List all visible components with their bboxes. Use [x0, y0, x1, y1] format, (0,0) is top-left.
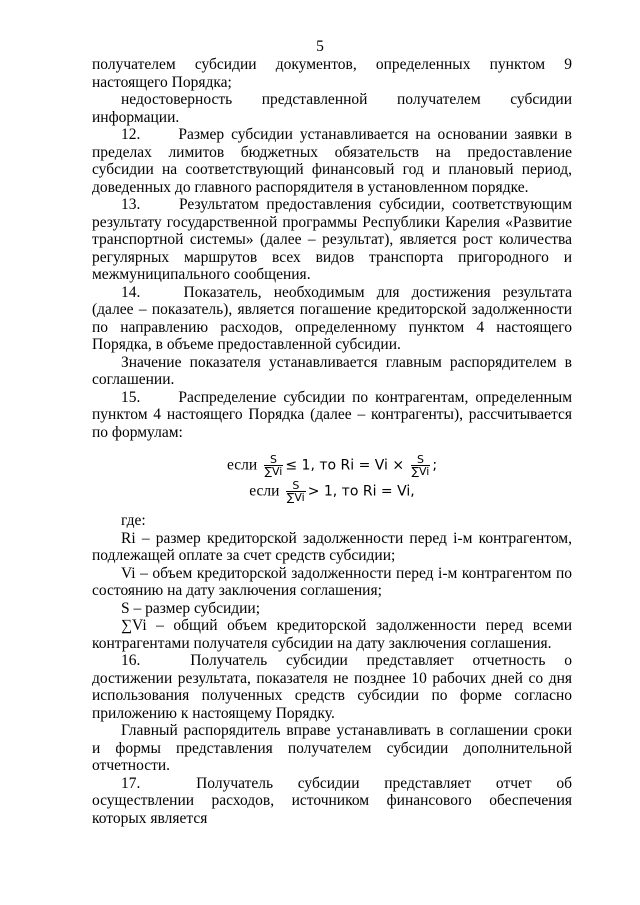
item-number: 16. — [121, 652, 141, 669]
definition-vi: Vi – объем кредиторской задолженности перед i-м контрагентом по состоянию на дату заключения соглашения; — [92, 564, 572, 599]
paragraph-12 — [92, 126, 572, 196]
formula-line-2 — [92, 480, 572, 504]
where-label: где: — [121, 512, 146, 529]
paragraph-text: Результатом предоставления субсидии, соответствующим результату государственной программы Республики Карелия «Развитие транспортной системы» (далее – результат), является рост количества регулярных маршрутов всех видов транспорта пригородного и межмуниципального сообщения. — [92, 196, 573, 283]
paragraph-continuation: получателем субсидии документов, определенных пунктом 9 настоящего Порядка; — [92, 56, 572, 91]
fraction — [264, 454, 284, 477]
paragraph-16 — [92, 652, 572, 722]
paragraph-13 — [92, 196, 572, 284]
paragraph-text: Размер субсидии устанавливается на основании заявки в пределах лимитов бюджетных обязательств на предоставление субсидии на соответствующий финансовый год и плановый период, доведенных до главного распорядителя в установленном порядке. — [92, 126, 572, 196]
formula-end: ; — [432, 457, 438, 474]
item-number: 14. — [121, 283, 141, 301]
document-body — [92, 56, 572, 827]
fraction-numerator: S — [411, 454, 431, 466]
formula-if: если — [249, 482, 280, 500]
item-number: 12. — [121, 126, 141, 143]
definition-ri: Ri – размер кредиторской задолженности перед i-м контрагентом, подлежащей оплате за счет средств субсидии; — [92, 529, 572, 564]
page-number: 5 — [316, 38, 324, 55]
paragraph-15 — [92, 389, 572, 442]
formula-condition: > 1, то Ri = Vi, — [307, 483, 415, 500]
paragraph-text: Получатель субсидии представляет отчетность о достижении результата, показателя не позднее 10 рабочих дней со дня использования полученных средств субсидии по форме согласно приложению к настоящему Порядку. — [92, 652, 572, 722]
paragraph-additional-reporting: Главный распорядитель вправе устанавливать в соглашении сроки и формы представления получателем субсидии дополнительной отчетности. — [92, 722, 572, 774]
fraction — [411, 454, 431, 477]
paragraph-text: Получатель субсидии представляет отчет об осуществлении расходов, источником финансового обеспечения которых является — [92, 774, 573, 827]
item-number: 13. — [121, 196, 141, 213]
paragraph-text: Показатель, необходимым для достижения результата (далее – показатель), является погашение кредиторской задолженности по направлению расходов, определенному пунктом 4 настоящего Порядка, в объеме предоставленной субсидии. — [92, 283, 572, 353]
definition-sum-vi: ∑Vi – общий объем кредиторской задолженности перед всеми контрагентами получателя субсидии на дату заключения соглашения. — [92, 617, 572, 652]
fraction — [286, 480, 306, 503]
paragraph-17 — [92, 775, 572, 828]
fraction-numerator: S — [264, 454, 284, 466]
fraction-denominator: ∑Vi — [286, 491, 305, 504]
definition-s: S – размер субсидии; — [121, 599, 261, 617]
formula-if: если — [226, 456, 258, 474]
item-number: 15. — [121, 388, 141, 406]
paragraph-indicator-value: Значение показателя устанавливается главным распорядителем в соглашении. — [92, 353, 572, 388]
paragraph-text: Распределение субсидии по контрагентам, определенным пунктом 4 настоящего Порядка (далее – контрагенты), рассчитывается по формулам: — [92, 388, 573, 441]
formula-condition: ≤ 1, то Ri = Vi × — [285, 457, 405, 474]
paragraph-14 — [92, 284, 572, 354]
fraction-denominator: ∑Vi — [264, 465, 283, 478]
fraction-numerator: S — [286, 480, 306, 492]
formula-block — [92, 454, 572, 504]
formula-line-1 — [92, 454, 572, 478]
item-number: 17. — [121, 774, 141, 792]
paragraph-unreliable-info: недостоверность представленной получателем субсидии информации. — [92, 91, 572, 126]
fraction-denominator: ∑Vi — [411, 465, 430, 478]
